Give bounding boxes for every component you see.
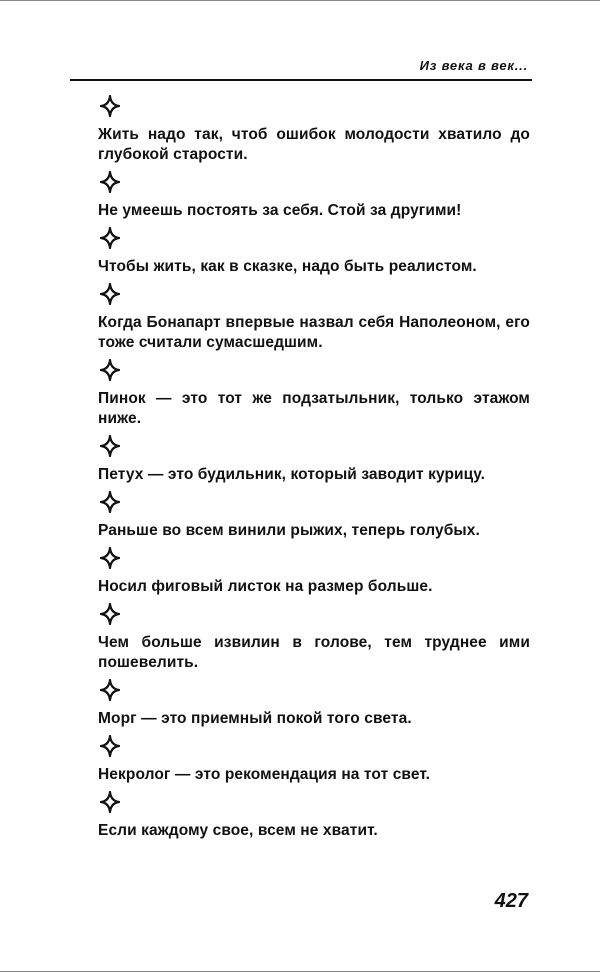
four-point-star-icon: [100, 491, 120, 513]
four-point-star-icon: [100, 679, 120, 701]
four-point-star-icon: [100, 227, 120, 249]
quote-text: Чем больше извилин в голове, тем труднее ими пошевелить.: [98, 634, 530, 671]
four-point-star-icon: [100, 603, 120, 625]
four-point-star-icon: [100, 283, 120, 305]
four-point-star-icon: [100, 735, 120, 757]
quote-text: Морг — это приемный покой того света.: [98, 710, 412, 727]
running-title: Из века в век...: [419, 58, 528, 73]
four-point-star-icon: [100, 95, 120, 117]
list-item: [98, 547, 530, 597]
list-item: [98, 491, 530, 541]
page-number: 427: [494, 890, 528, 912]
list-item: [98, 359, 530, 429]
four-point-star-icon: [100, 547, 120, 569]
list-item: [98, 283, 530, 353]
list-item: [98, 435, 530, 485]
header-rule: [70, 79, 532, 81]
quote-text: Петух — это будильник, который заводит курицу.: [98, 466, 486, 483]
quote-text: Раньше во всем винили рыжих, теперь голубых.: [98, 522, 480, 539]
quote-text: Жить надо так, чтоб ошибок молодости хватило до глубокой старости.: [98, 126, 530, 163]
quote-list: [98, 95, 530, 847]
quote-text: Не умеешь постоять за себя. Стой за другими!: [98, 202, 462, 219]
quote-text: Если каждому свое, всем не хватит.: [98, 822, 378, 839]
quote-text: Носил фиговый листок на размер больше.: [98, 578, 433, 595]
quote-text: Пинок — это тот же подзатыльник, только этажом ниже.: [98, 390, 530, 427]
list-item: [98, 95, 530, 165]
list-item: [98, 679, 530, 729]
quote-text: Когда Бонапарт впервые назвал себя Наполеоном, его тоже считали сумасшедшим.: [98, 314, 530, 351]
quote-text: Некролог — это рекомендация на тот свет.: [98, 766, 431, 783]
list-item: [98, 603, 530, 673]
list-item: [98, 171, 530, 221]
four-point-star-icon: [100, 171, 120, 193]
four-point-star-icon: [100, 359, 120, 381]
top-edge: [0, 0, 600, 1]
four-point-star-icon: [100, 435, 120, 457]
list-item: [98, 227, 530, 277]
list-item: [98, 791, 530, 841]
list-item: [98, 735, 530, 785]
quote-text: Чтобы жить, как в сказке, надо быть реалистом.: [98, 258, 477, 275]
four-point-star-icon: [100, 791, 120, 813]
